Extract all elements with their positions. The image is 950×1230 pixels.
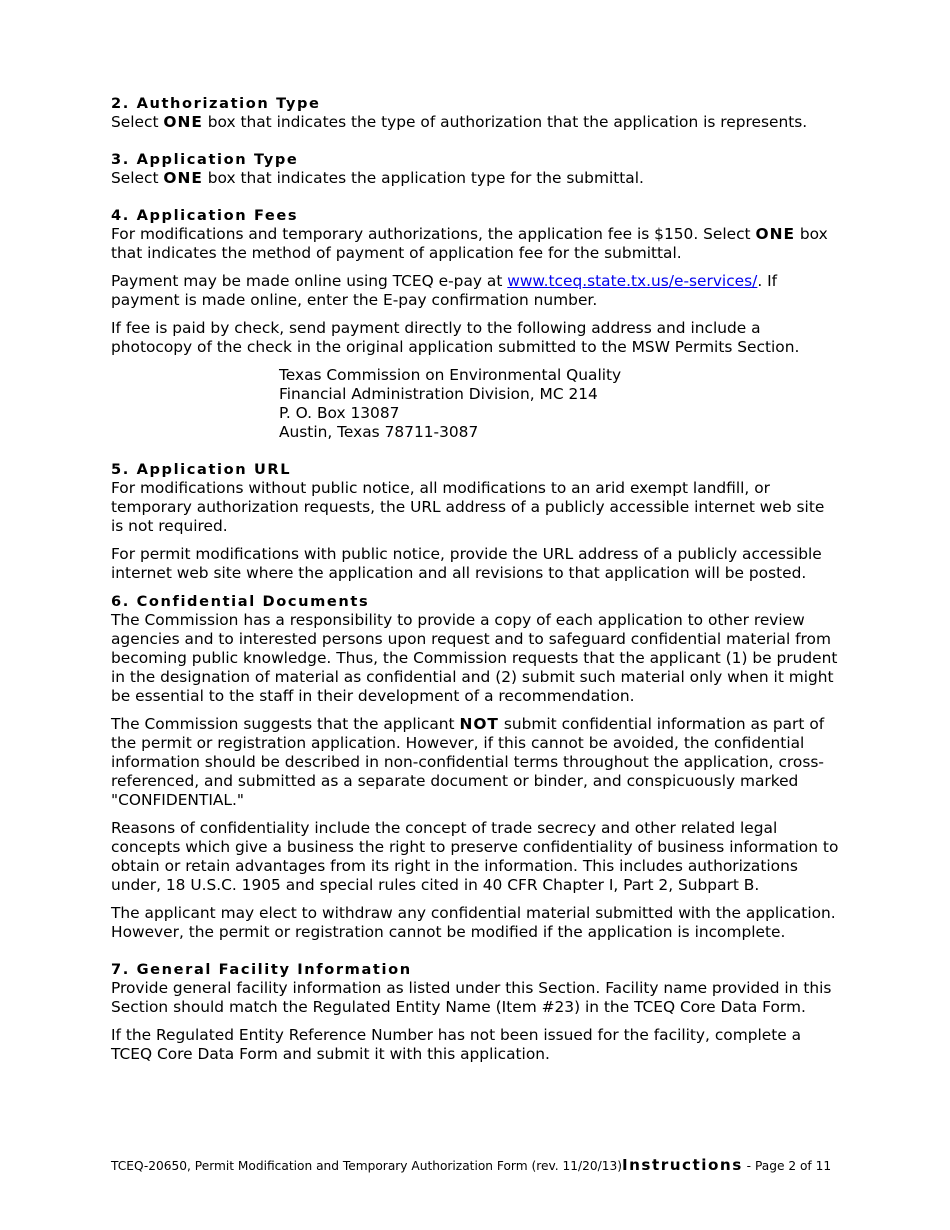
footer-instructions: Instructions (621, 1156, 743, 1174)
address-line: P. O. Box 13087 (279, 404, 400, 422)
paragraph (111, 272, 841, 310)
paragraph: If the Regulated Entity Reference Number has not been issued for the facility, complete a TCEQ Core Data Form and submit it with this application. (111, 1026, 802, 1063)
footer-form-id: TCEQ-20650, Permit Modification and Temporary Authorization Form (rev. 11/20/13) (111, 1159, 622, 1173)
text: Select (111, 169, 164, 187)
mailing-address (279, 366, 841, 442)
e-services-link[interactable]: www.tceq.state.tx.us/e-services/ (507, 272, 758, 290)
bold-text: ONE (755, 225, 795, 243)
section-authorization-type (111, 94, 841, 132)
paragraph: The Commission has a responsibility to provide a copy of each application to other review agencies and to interested persons upon request and to safeguard confidential material from becoming public knowledge. Thus, the Commission requests that the applicant (1) be prudent in the designation of material as confidential and (2) submit such material only when it might be essential to the staff in their development of a recommendation. (111, 611, 838, 705)
section-title: 3. Application Type (111, 151, 299, 168)
text: The Commission suggests that the applicant (111, 715, 460, 733)
section-confidential-documents (111, 592, 841, 942)
document-page (111, 94, 841, 1064)
text: Payment may be made online using TCEQ e-pay at (111, 272, 508, 290)
address-line: Austin, Texas 78711-3087 (279, 423, 479, 441)
bold-text: ONE (163, 113, 203, 131)
text: submit confidential information as part of the permit or registration application. However, if this cannot be avoided, the confidential information should be described in non-confidential terms throughout the application, cross-referenced, and submitted as a separate document or binder, and conspicuously marked "CONFIDENTIAL." (111, 715, 825, 809)
paragraph: For permit modifications with public notice, provide the URL address of a publicly accessible internet web site where the application and all revisions to that application will be posted. (111, 545, 822, 582)
section-title: 2. Authorization Type (111, 95, 321, 112)
section-title: 4. Application Fees (111, 207, 299, 224)
section-application-url (111, 460, 841, 583)
paragraph (111, 225, 841, 263)
text: For modifications and temporary authorizations, the application fee is $150. Select (111, 225, 756, 243)
text: box that indicates the method of payment of application fee for the submittal. (111, 225, 828, 262)
section-title: 6. Confidential Documents (111, 593, 370, 610)
paragraph (111, 715, 841, 810)
paragraph (111, 169, 841, 188)
footer-page-number: - Page 2 of 11 (742, 1159, 832, 1173)
address-line: Financial Administration Division, MC 214 (279, 385, 598, 403)
paragraph: Provide general facility information as listed under this Section. Facility name provided in this Section should match the Regulated Entity Name (Item #23) in the TCEQ Core Data Form. (111, 979, 832, 1016)
text: box that indicates the type of authorization that the application is represents. (202, 113, 808, 131)
paragraph: Reasons of confidentiality include the concept of trade secrecy and other related legal concepts which give a business the right to preserve confidentiality of business information to obtain or retain advantages from its right in the information. This includes authorizations under, 18 U.S.C. 1905 and special rules cited in 40 CFR Chapter I, Part 2, Subpart B. (111, 819, 839, 894)
text: . If payment is made online, enter the E-pay confirmation number. (111, 272, 778, 309)
bold-text: ONE (163, 169, 203, 187)
section-application-fees (111, 206, 841, 442)
page-footer (111, 1156, 871, 1175)
text: box that indicates the application type for the submittal. (202, 169, 644, 187)
paragraph: If fee is paid by check, send payment directly to the following address and include a photocopy of the check in the original application submitted to the MSW Permits Section. (111, 319, 800, 356)
section-title: 5. Application URL (111, 461, 292, 478)
section-application-type (111, 150, 841, 188)
paragraph: For modifications without public notice, all modifications to an arid exempt landfill, or temporary authorization requests, the URL address of a publicly accessible internet web site is not required. (111, 479, 825, 535)
address-line: Texas Commission on Environmental Quality (279, 366, 622, 384)
paragraph: The applicant may elect to withdraw any confidential material submitted with the application. However, the permit or registration cannot be modified if the application is incomplete. (111, 904, 836, 941)
section-title: 7. General Facility Information (111, 961, 412, 978)
section-general-facility-information (111, 960, 841, 1064)
text: Select (111, 113, 164, 131)
paragraph (111, 113, 841, 132)
bold-text: NOT (459, 715, 499, 733)
